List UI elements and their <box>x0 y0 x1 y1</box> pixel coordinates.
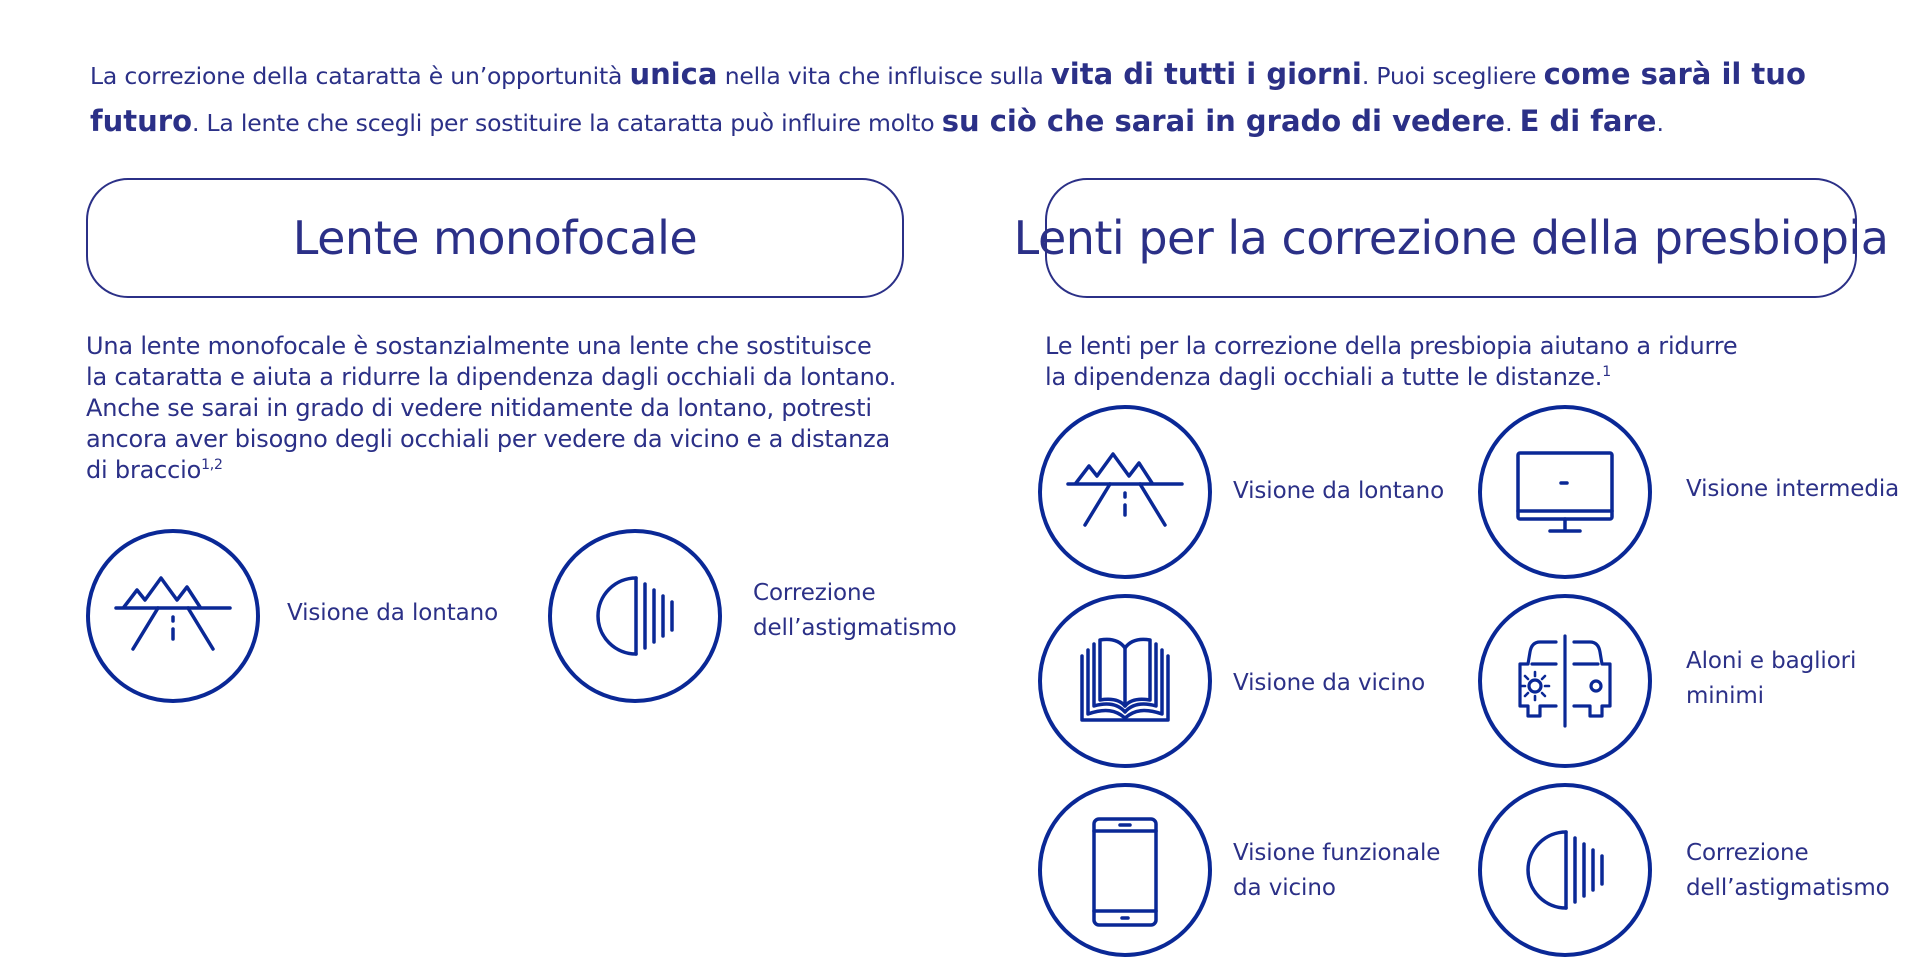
feature-label-line: da vicino <box>1233 875 1336 901</box>
presbyopia-desc-line: Le lenti per la correzione della presbiopia aiutano a ridurre <box>1045 332 1738 360</box>
presbyopia-feature-label <box>1686 836 1890 906</box>
feature-label-line: minimi <box>1686 683 1764 709</box>
intro-emphasis-3: come sarà il tuo futuro <box>90 57 1806 138</box>
presbyopia-halo-glare-badge <box>1478 594 1652 768</box>
monofocal-desc-line: Una lente monofocale è sostanzialmente una lente che sostituisce <box>86 332 872 360</box>
footnote-ref: 1 <box>1602 364 1611 380</box>
monofocal-desc-line <box>86 455 906 486</box>
monofocal-desc-text: di braccio <box>86 456 202 484</box>
presbyopia-functional-near-vision-badge <box>1038 783 1212 957</box>
monofocal-desc-line: Anche se sarai in grado di vedere nitidamente da lontano, potresti <box>86 394 872 422</box>
mountain-road-icon <box>108 551 238 681</box>
monofocal-desc-line: la cataratta e aiuta a ridurre la dipendenza dagli occhiali da lontano. <box>86 363 897 391</box>
presbyopia-desc-text: la dipendenza dagli occhiali a tutte le distanze. <box>1045 363 1603 391</box>
footnote-ref: 1,2 <box>201 457 223 473</box>
intro-text-5: . <box>1505 109 1520 137</box>
presbyopia-astigmatism-badge <box>1478 783 1652 957</box>
feature-label-line: dell’astigmatismo <box>753 615 957 641</box>
monofocal-feature-label <box>753 576 957 646</box>
presbyopia-near-vision-badge <box>1038 594 1212 768</box>
monofocal-feature-label <box>287 596 498 631</box>
open-book-icon <box>1060 616 1190 746</box>
intro-text-4: . La lente che scegli per sostituire la cataratta può influire molto <box>192 109 942 137</box>
feature-label-line: Correzione <box>1686 840 1809 866</box>
astigmatism-icon <box>570 551 700 681</box>
monofocal-desc-line: ancora aver bisogno degli occhiali per vedere da vicino e a distanza <box>86 425 891 453</box>
feature-label-line: Visione intermedia <box>1686 476 1900 502</box>
presbyopia-feature-label <box>1686 644 1856 714</box>
monofocal-astigmatism-badge <box>548 529 722 703</box>
feature-label-line: Visione da lontano <box>1233 478 1445 504</box>
smartphone-icon <box>1060 805 1190 935</box>
presbyopia-feature-label <box>1233 836 1440 906</box>
monitor-icon <box>1500 427 1630 557</box>
intro-paragraph <box>90 52 1880 146</box>
intro-text-1: La correzione della cataratta è un’opportunità <box>90 62 630 90</box>
presbyopia-feature-label <box>1233 666 1425 701</box>
feature-label-line: Correzione <box>753 580 876 606</box>
presbyopia-feature-label <box>1686 472 1899 507</box>
intro-text-3: . Puoi scegliere <box>1361 62 1544 90</box>
intro-emphasis-2: vita di tutti i giorni <box>1050 57 1362 91</box>
presbyopia-intermediate-vision-badge <box>1478 405 1652 579</box>
intro-emphasis-5: E di fare <box>1519 104 1657 138</box>
intro-emphasis-1: unica <box>629 57 718 91</box>
monofocal-description <box>86 331 906 486</box>
monofocal-distance-vision-badge <box>86 529 260 703</box>
feature-label-line: dell’astigmatismo <box>1686 875 1890 901</box>
monofocal-title: Lente monofocale <box>292 211 698 265</box>
feature-label-line: Aloni e bagliori <box>1686 648 1857 674</box>
presbyopia-desc-line <box>1045 362 1845 393</box>
feature-label-line: Visione funzionale <box>1233 840 1441 866</box>
intro-emphasis-4: su ciò che sarai in grado di vedere <box>941 104 1506 138</box>
intro-text-6: . <box>1656 109 1664 137</box>
astigmatism-icon <box>1500 805 1630 935</box>
presbyopia-distance-vision-badge <box>1038 405 1212 579</box>
car-headlight-glare-icon <box>1500 616 1630 746</box>
presbyopia-title-box <box>1013 178 1889 298</box>
presbyopia-description <box>1045 331 1845 393</box>
feature-label-line: Visione da lontano <box>287 600 499 626</box>
intro-text-2: nella vita che influisce sulla <box>717 62 1051 90</box>
mountain-road-icon <box>1060 427 1190 557</box>
monofocal-title-box <box>86 178 904 298</box>
feature-label-line: Visione da vicino <box>1233 670 1426 696</box>
presbyopia-title: Lenti per la correzione della presbiopia <box>1013 211 1889 265</box>
presbyopia-feature-label <box>1233 474 1444 509</box>
